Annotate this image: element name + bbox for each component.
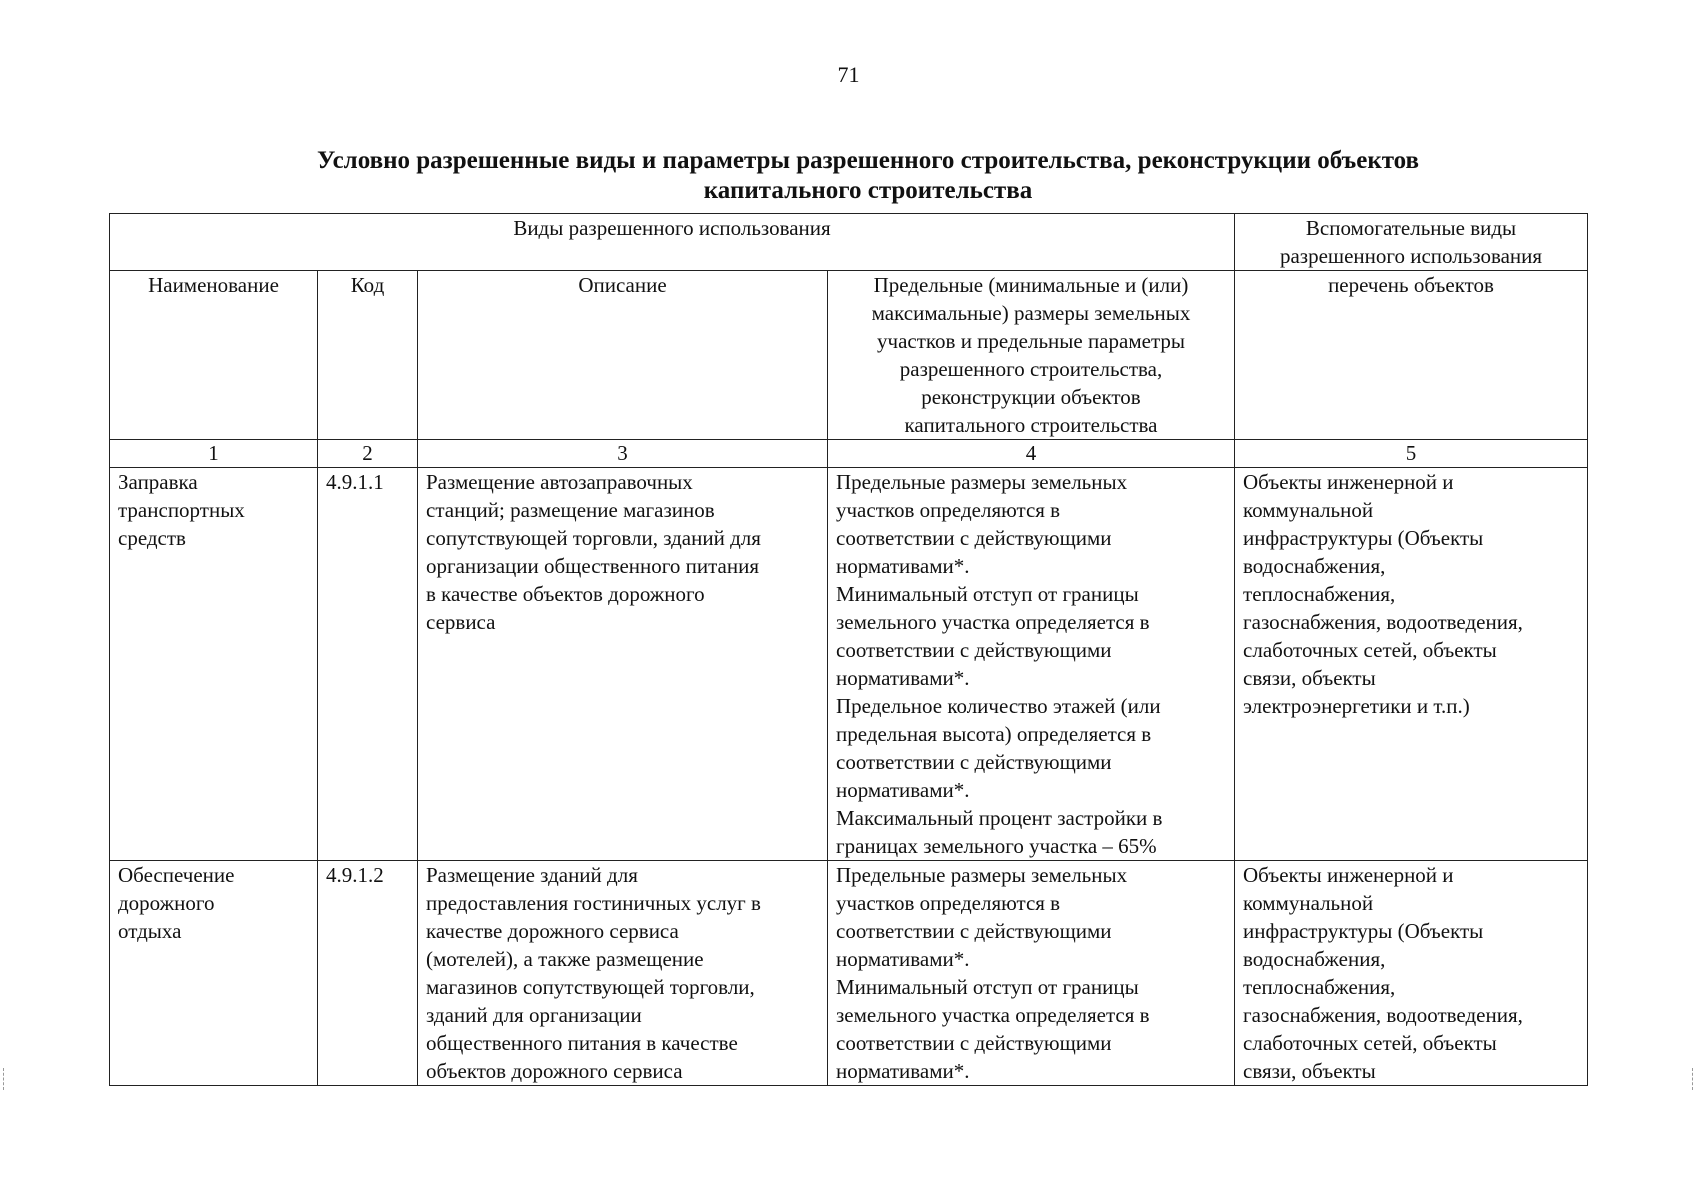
- document-title-line-2: капитального строительства: [703, 177, 1033, 204]
- document-title-line-1: Условно разрешенные виды и параметры разрешенного строительства, реконструкции объектов: [316, 147, 1420, 174]
- scan-edge-mark-right: [1692, 1068, 1694, 1090]
- group-header-main: Виды разрешенного использования: [110, 214, 1235, 271]
- column-number: 5: [1235, 440, 1588, 468]
- column-number: 2: [318, 440, 418, 468]
- table-row: [110, 468, 1588, 861]
- permitted-use-table: [109, 213, 1588, 1086]
- column-number: 3: [418, 440, 828, 468]
- row-objects: Объекты инженерной и коммунальной инфраструктуры (Объекты водоснабжения, теплоснабжения, газоснабжения, водоотведения, слаботочных сетей, объекты связи, объекты электроэнергетики и т.п.): [1235, 468, 1588, 861]
- column-header-row: [110, 271, 1588, 440]
- column-header-name: Наименование: [110, 271, 318, 440]
- column-number: 1: [110, 440, 318, 468]
- row-name: Заправка транспортных средств: [110, 468, 318, 861]
- column-number: 4: [828, 440, 1235, 468]
- page-number: 71: [837, 62, 860, 87]
- row-limits: Предельные размеры земельных участков определяются в соответствии с действующими нормативами*. Минимальный отступ от границы земельного участка определяется в соответствии с действующими нормативами*. Предельное количество этажей (или предельная высота) определяется в соответствии с действующими нормативами*. Максимальный процент застройки в границах земельного участка – 65%: [828, 468, 1235, 861]
- row-name: Обеспечение дорожного отдыха: [110, 861, 318, 1086]
- column-header-objects: перечень объектов: [1235, 271, 1588, 440]
- column-number-row: [110, 440, 1588, 468]
- document-title: [150, 146, 1586, 206]
- column-header-limits: Предельные (минимальные и (или) максимальные) размеры земельных участков и предельные параметры разрешенного строительства, реконструкции объектов капитального строительства: [828, 271, 1235, 440]
- column-header-code: Код: [318, 271, 418, 440]
- row-code: 4.9.1.1: [318, 468, 418, 861]
- row-limits: Предельные размеры земельных участков определяются в соответствии с действующими нормативами*. Минимальный отступ от границы земельного участка определяется в соответствии с действующими нормативами*.: [828, 861, 1235, 1086]
- group-header-aux: Вспомогательные виды разрешенного использования: [1235, 214, 1588, 271]
- column-header-description: Описание: [418, 271, 828, 440]
- scan-edge-mark-left: [3, 1068, 5, 1090]
- group-header-row: [110, 214, 1588, 271]
- row-objects: Объекты инженерной и коммунальной инфраструктуры (Объекты водоснабжения, теплоснабжения, газоснабжения, водоотведения, слаботочных сетей, объекты связи, объекты: [1235, 861, 1588, 1086]
- row-description: Размещение зданий для предоставления гостиничных услуг в качестве дорожного сервиса (мотелей), а также размещение магазинов сопутствующей торговли, зданий для организации общественного питания в качестве объектов дорожного сервиса: [418, 861, 828, 1086]
- row-description: Размещение автозаправочных станций; размещение магазинов сопутствующей торговли, зданий для организации общественного питания в качестве объектов дорожного сервиса: [418, 468, 828, 861]
- row-code: 4.9.1.2: [318, 861, 418, 1086]
- table-row: [110, 861, 1588, 1086]
